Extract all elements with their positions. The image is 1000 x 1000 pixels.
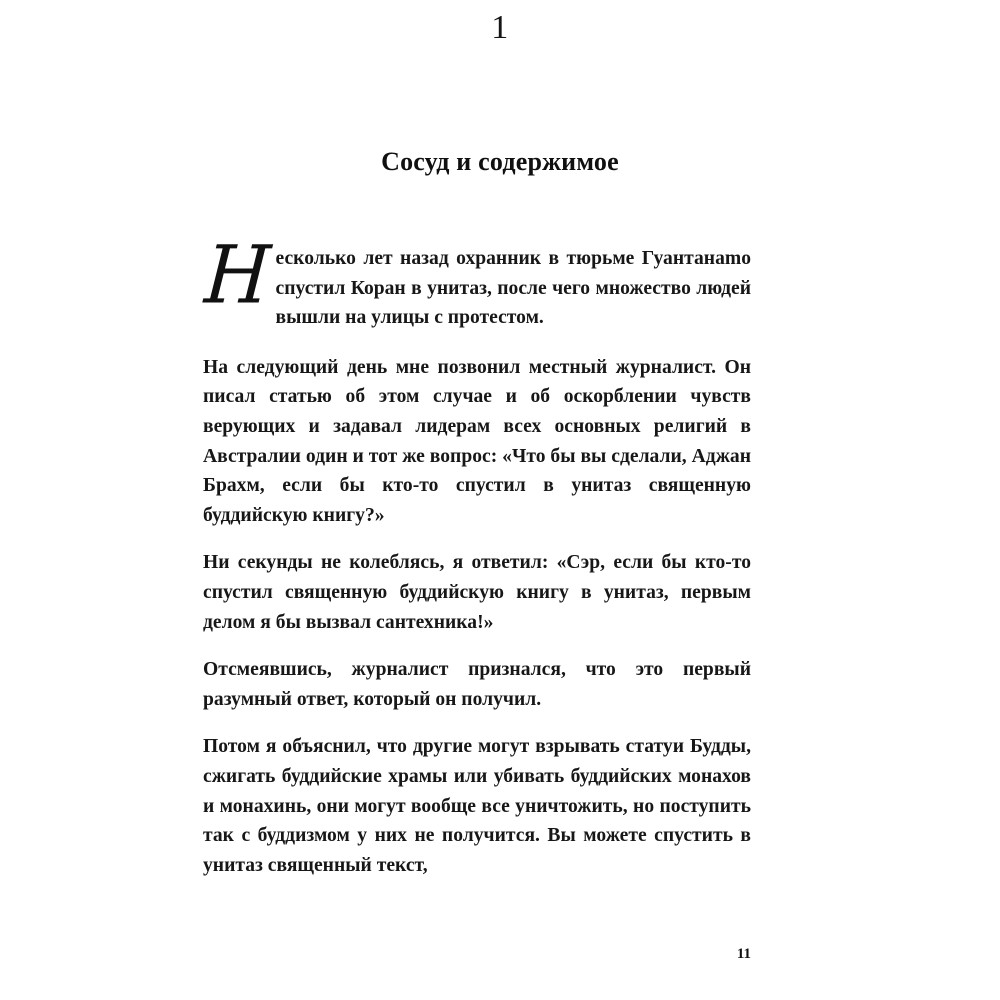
drop-cap-letter: Н bbox=[202, 229, 274, 323]
paragraph-1 bbox=[202, 229, 751, 333]
paragraph-1-text: есколько лет назад охранник в тюрьме Гуантанаmо спустил Коран в унитаз, после чего множество людей вышли на улицы с протестом. bbox=[275, 248, 751, 329]
paragraph-3: Ни секунды не колеблясь, я ответил: «Сэр, если бы кто-то спустил священную буддийскую книгу в унитаз, первым делом я бы вызвал сантехника!» bbox=[203, 552, 751, 633]
paragraph-5: Потом я объяснил, что другие могут взрывать статуи Будды, сжигать буддийские храмы или убивать буддийских монахов и монахинь, они могут вообще все уничтожить, но поступить так с буддизмом у них не получится. Вы можете спустить в унитаз священный текст, bbox=[203, 736, 751, 876]
page-number: 11 bbox=[736, 946, 751, 962]
paragraph-2: На следующий день мне позвонил местный журналист. Он писал статью об этом случае и об оскорблении чувств верующих и задавал лидерам всех основных религий в Австралии один и тот же вопрос: «Что бы вы сделали, Аджан Брахм, если бы кто-то спустил в унитаз священную буддийскую книгу?» bbox=[203, 356, 751, 526]
chapter-title: Сосуд и содержимое bbox=[381, 147, 619, 177]
chapter-number: 1 bbox=[491, 9, 509, 46]
paragraph-4: Отсмеявшись, журналист признался, что это первый разумный ответ, который он получил. bbox=[203, 659, 751, 710]
body-text-block bbox=[202, 229, 751, 880]
